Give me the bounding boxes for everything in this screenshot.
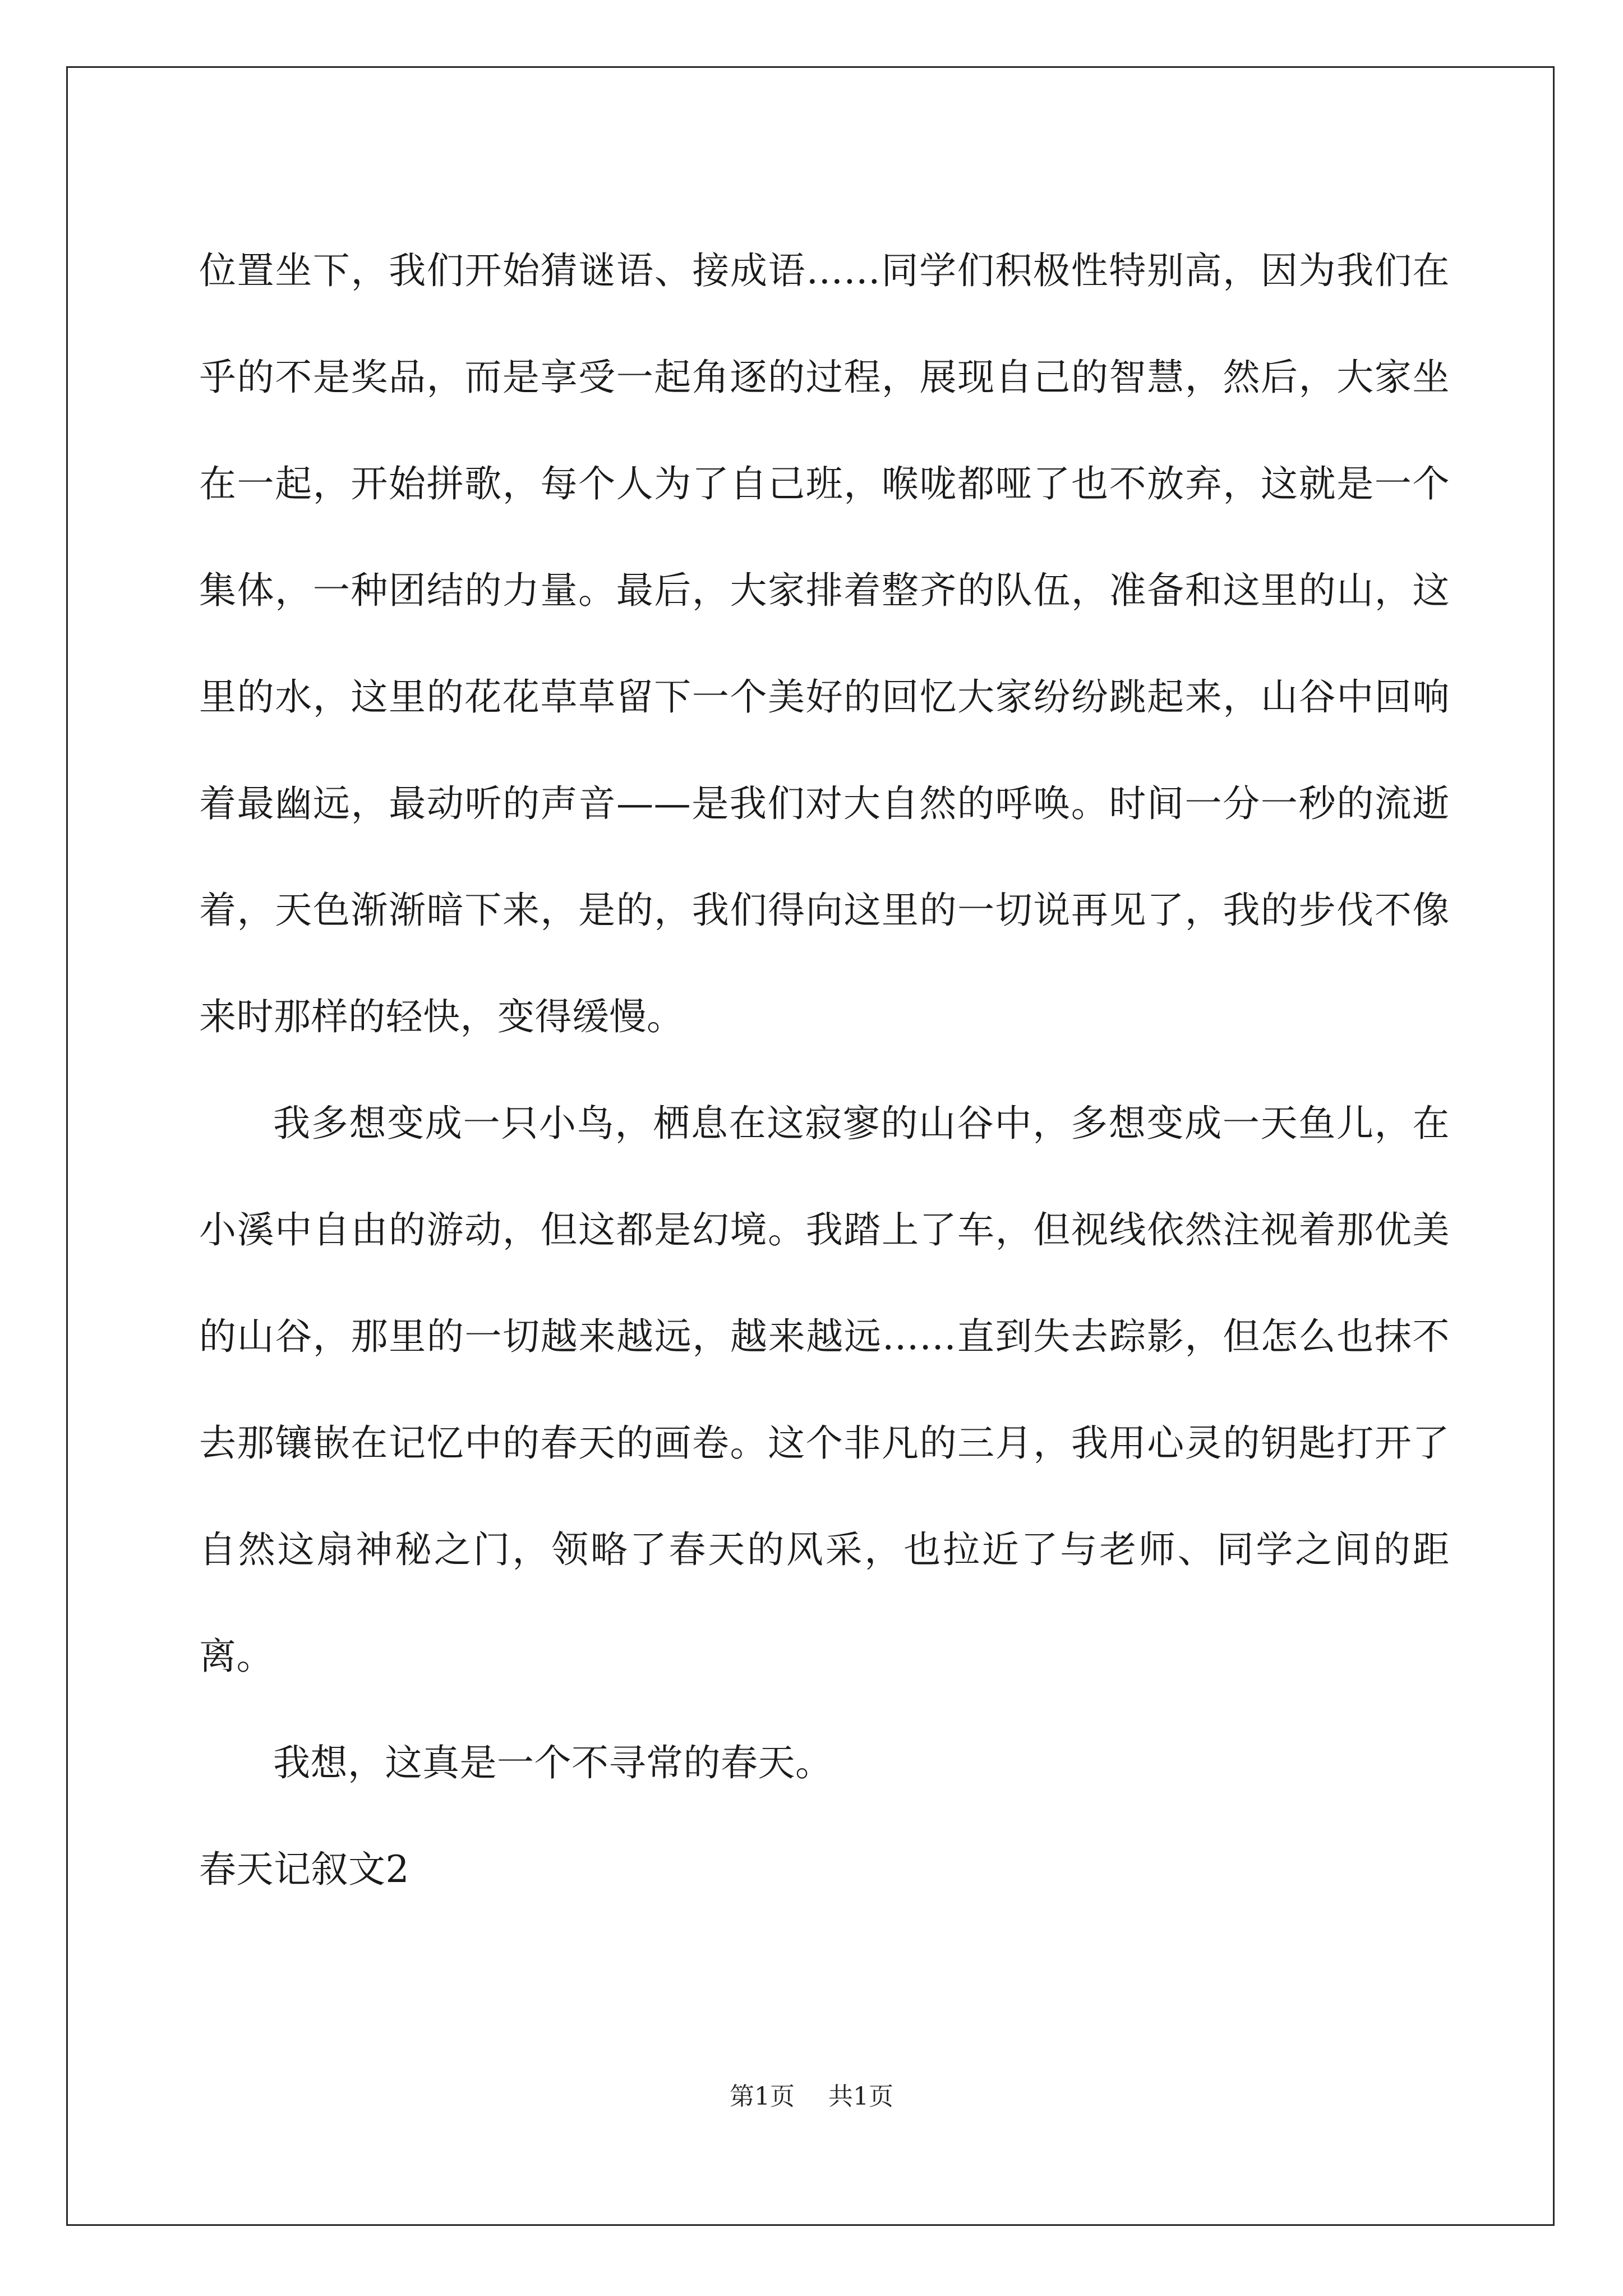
paragraph-3: 我想，这真是一个不寻常的春天。 <box>273 1741 833 1784</box>
page-footer <box>0 2080 1623 2114</box>
document-body <box>199 218 1450 1923</box>
section-heading: 春天记叙文2 <box>199 1848 409 1891</box>
page-number: 第1页 <box>730 2082 795 2111</box>
paragraph-2: 我多想变成一只小鸟，栖息在这寂寥的山谷中，多想变成一天鱼儿，在小溪中自由的游动，但这都是幻境。我踏上了车，但视线依然注视着那优美的山谷，那里的一切越来越远，越来越远……直到失去踪影，但怎么也抹不去那镶嵌在记忆中的春天的画卷。这个非凡的三月，我用心灵的钥匙打开了自然这扇神秘之门，领略了春天的风采，也拉近了与老师、同学之间的距离。 <box>199 1102 1450 1678</box>
paragraph-1: 位置坐下，我们开始猜谜语、接成语……同学们积极性特别高，因为我们在乎的不是奖品，而是享受一起角逐的过程，展现自己的智慧，然后，大家坐在一起，开始拼歌，每个人为了自己班，喉咙都哑了也不放弃，这就是一个集体，一种团结的力量。最后，大家排着整齐的队伍，准备和这里的山，这里的水，这里的花花草草留下一个美好的回忆大家纷纷跳起来，山谷中回响着最幽远，最动听的声音——是我们对大自然的呼唤。时间一分一秒的流逝着，天色渐渐暗下来，是的，我们得向这里的一切说再见了，我的步伐不像来时那样的轻快，变得缓慢。 <box>199 249 1450 1038</box>
page-total: 共1页 <box>828 2082 893 2111</box>
